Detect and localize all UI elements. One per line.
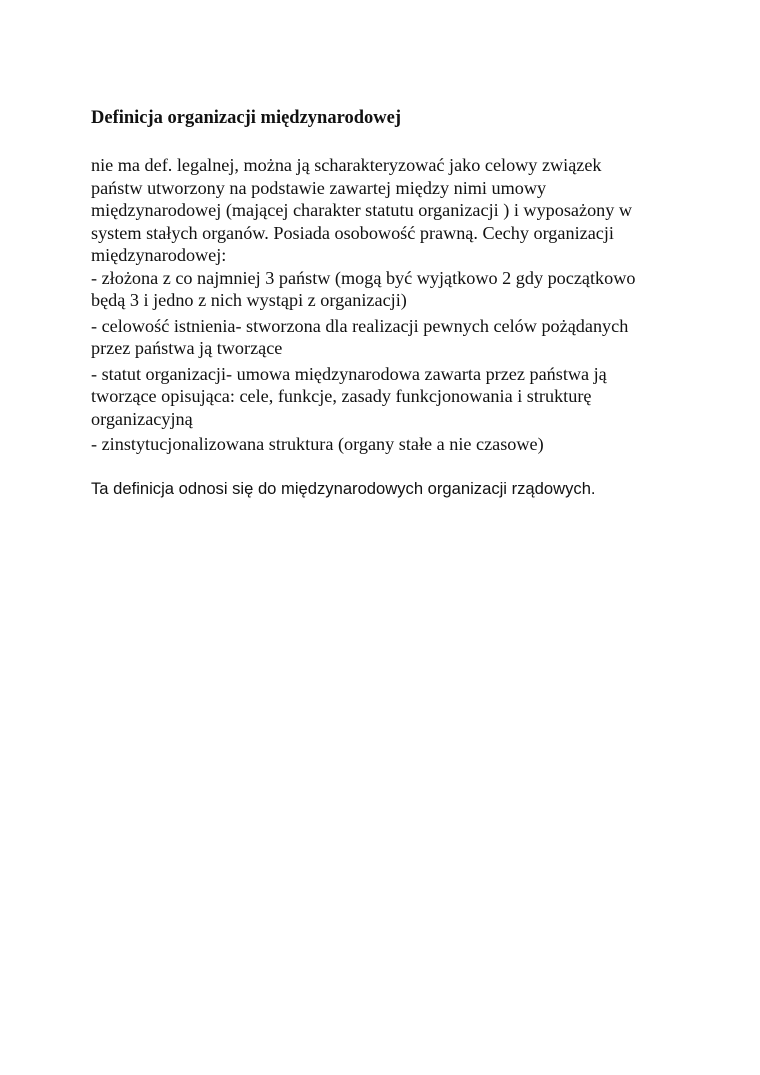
feature-item xyxy=(91,315,681,360)
feature-item xyxy=(91,433,681,456)
feature-item xyxy=(91,267,681,312)
feature-line: tworzące opisująca: cele, funkcje, zasady funkcjonowania i strukturę xyxy=(91,386,592,406)
definition-paragraph xyxy=(91,154,681,267)
text-line: system stałych organów. Posiada osobowość prawną. Cechy organizacji xyxy=(91,222,614,243)
feature-line: - statut organizacji- umowa międzynarodowa zawarta przez państwa ją xyxy=(91,363,607,384)
text-line: państw utworzony na podstawie zawartej między nimi umowy xyxy=(91,177,547,198)
text-line: międzynarodowej (mającej charakter statutu organizacji ) i wyposażony w xyxy=(91,200,633,220)
feature-line: - celowość istnienia- stworzona dla realizacji pewnych celów pożądanych xyxy=(91,315,629,336)
feature-list xyxy=(91,267,681,456)
document-body xyxy=(91,106,681,500)
feature-line: - zinstytucjonalizowana struktura (organy stałe a nie czasowe) xyxy=(91,434,544,454)
feature-item xyxy=(91,363,681,431)
feature-line: będą 3 i jedno z nich wystąpi z organizacji) xyxy=(91,290,407,310)
document-title: Definicja organizacji międzynarodowej xyxy=(91,108,401,128)
text-line: międzynarodowej: xyxy=(91,245,227,265)
feature-line: przez państwa ją tworzące xyxy=(91,338,283,358)
closing-note: Ta definicja odnosi się do międzynarodowych organizacji rządowych. xyxy=(91,478,596,498)
feature-line: - złożona z co najmniej 3 państw (mogą być wyjątkowo 2 gdy początkowo xyxy=(91,267,636,288)
text-line: nie ma def. legalnej, można ją scharakteryzować jako celowy związek xyxy=(91,155,602,175)
feature-line: organizacyjną xyxy=(91,408,193,429)
